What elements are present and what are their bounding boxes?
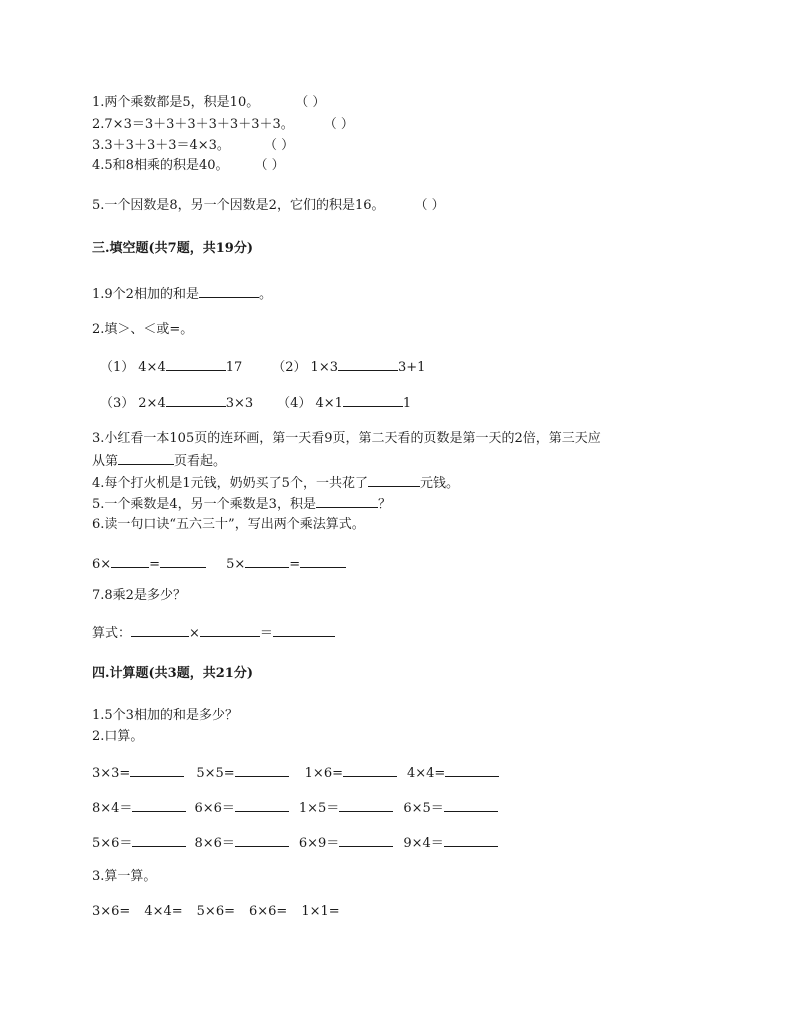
answer-blank[interactable] [111, 555, 149, 568]
answer-blank[interactable] [199, 285, 259, 298]
answer-blank[interactable] [338, 358, 398, 371]
answer-blank[interactable] [300, 555, 346, 568]
compare-row-2: （3） 2×4 3×3 （4） 4×1 1 [100, 396, 412, 411]
tf-question-5: 5.一个因数是8，另一个因数是2，它们的积是16。 （ ） [92, 198, 445, 213]
fill-question-7-formula: 算式： × ＝ [92, 624, 335, 642]
fill-question-1: 1.9个2相加的和是 。 [92, 287, 272, 302]
answer-blank[interactable] [235, 834, 289, 847]
calc-row-4: 3×6= 4×4= 5×6= 6×6= 1×1= [92, 904, 340, 919]
answer-paren[interactable]: （ ） [254, 158, 285, 173]
oral-calc-row-1: 3×3= 5×5= 1×6= 4×4= [92, 764, 499, 782]
answer-blank[interactable] [132, 834, 186, 847]
answer-blank[interactable] [445, 764, 499, 777]
answer-blank[interactable] [316, 495, 378, 508]
fill-question-5: 5.一个乘数是4，另一个乘数是3，积是 ？ [92, 497, 391, 512]
answer-paren[interactable]: （ ） [295, 95, 326, 110]
answer-blank[interactable] [166, 358, 226, 371]
section-4-title: 四.计算题(共3题，共21分) [92, 666, 253, 681]
answer-blank[interactable] [130, 764, 184, 777]
tf-question-4: 4.5和8相乘的积是40。 （ ） [92, 158, 285, 173]
answer-blank[interactable] [368, 474, 420, 487]
answer-blank[interactable] [118, 452, 174, 465]
fill-question-7: 7.8乘2是多少？ [92, 588, 186, 603]
calc-question-3: 3.算一算。 [92, 869, 157, 884]
fill-question-3-line-1: 3.小红看一本105页的连环画，第一天看9页，第二天看的页数是第一天的2倍，第三天应 [92, 431, 601, 446]
answer-blank[interactable] [235, 764, 289, 777]
answer-blank[interactable] [444, 834, 498, 847]
section-3-title: 三.填空题(共7题，共19分) [92, 241, 253, 256]
answer-paren[interactable]: （ ） [414, 198, 445, 213]
tf-question-3: 3.3＋3＋3＋3＝4×3。 （ ） [92, 138, 295, 153]
answer-blank[interactable] [444, 799, 498, 812]
answer-blank[interactable] [339, 799, 393, 812]
answer-paren[interactable]: （ ） [263, 138, 295, 153]
answer-blank[interactable] [343, 394, 403, 407]
fill-question-6-answers: 6× = 5× = [92, 555, 346, 573]
answer-blank[interactable] [200, 624, 260, 637]
tf-question-1: 1.两个乘数都是5，积是10。 （ ） [92, 95, 326, 110]
calc-question-1: 1.5个3相加的和是多少？ [92, 708, 238, 723]
fill-question-4: 4.每个打火机是1元钱，奶奶买了5个，一共花了 元钱。 [92, 476, 459, 491]
fill-question-2: 2.填＞、＜或=。 [92, 322, 194, 337]
answer-blank[interactable] [235, 799, 289, 812]
answer-paren[interactable]: （ ） [323, 117, 354, 132]
calc-question-2: 2.口算。 [92, 729, 144, 744]
compare-row-1: （1） 4×4 17 （2） 1×3 3+1 [100, 360, 426, 375]
fill-question-3-line-2: 从第 页看起。 [92, 454, 227, 469]
answer-blank[interactable] [166, 394, 226, 407]
oral-calc-row-2: 8×4＝ 6×6＝ 1×5＝ 6×5＝ [92, 799, 498, 817]
answer-blank[interactable] [245, 555, 289, 568]
oral-calc-row-3: 5×6＝ 8×6＝ 6×9＝ 9×4＝ [92, 834, 498, 852]
answer-blank[interactable] [273, 624, 335, 637]
tf-question-2: 2.7×3＝3＋3＋3＋3＋3＋3＋3。 （ ） [92, 117, 354, 132]
answer-blank[interactable] [131, 624, 189, 637]
answer-blank[interactable] [132, 799, 186, 812]
answer-blank[interactable] [160, 555, 206, 568]
fill-question-6: 6.读一句口诀“五六三十”，写出两个乘法算式。 [92, 517, 365, 532]
answer-blank[interactable] [339, 834, 393, 847]
answer-blank[interactable] [343, 764, 397, 777]
